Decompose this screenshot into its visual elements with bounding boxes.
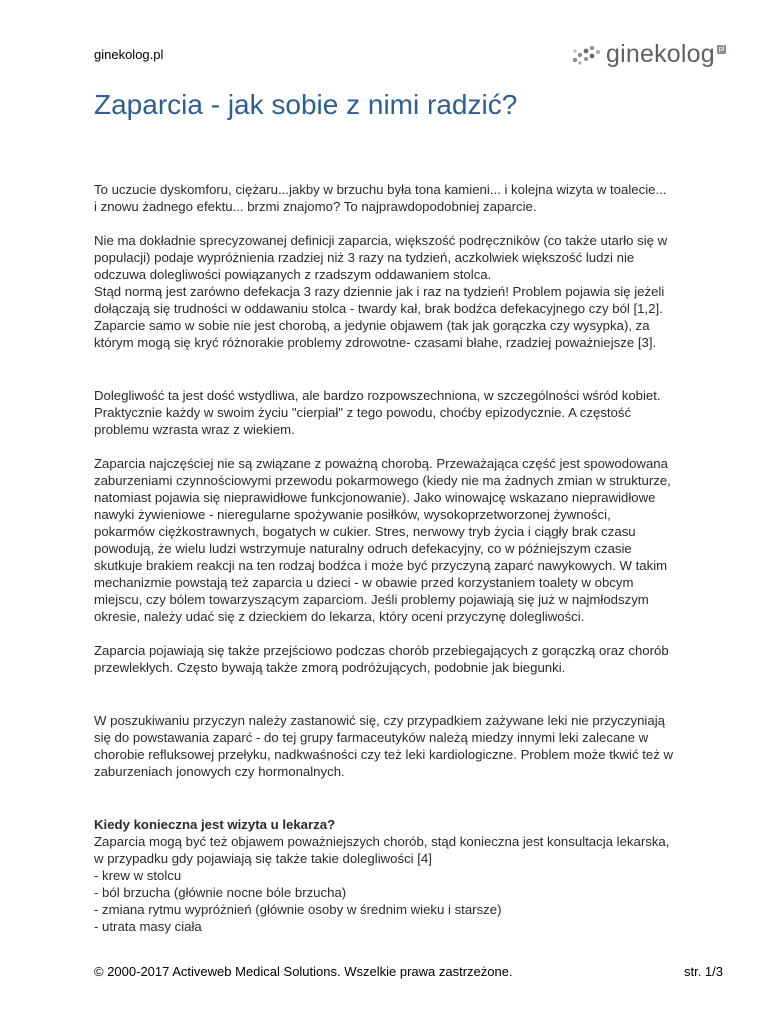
text-line: się do powstawania zaparć - do tej grupy farmaceutyków należą miedzy innymi leki zalecane w xyxy=(94,730,649,745)
list-item: - zmiana rytmu wypróżnień (głównie osoby w średnim wieku i starsze) xyxy=(94,902,502,917)
paragraph-definition xyxy=(94,232,734,351)
logo-text: ginekolog xyxy=(606,40,715,68)
site-name: ginekolog.pl xyxy=(94,47,164,62)
site-logo[interactable] xyxy=(572,42,726,67)
paragraph-medications xyxy=(94,712,734,780)
text-line: mechanizmie powstają też zaparcia u dzieci - w obawie przed korzystaniem toalety w obcym xyxy=(94,575,634,590)
text-line: Stąd normą jest zarówno defekacja 3 razy dziennie jak i raz na tydzień! Problem pojawia się jeżeli xyxy=(94,284,665,299)
text-line: skutkuje brakiem reakcji na ten rodzaj bodźca i może być przyczyną zaparć nawykowych. W takim xyxy=(94,558,668,573)
text-line: powodują, że wielu ludzi wstrzymuje naturalny odruch defekacyjny, co w późniejszym czasie xyxy=(94,541,632,556)
text-line: Nie ma dokładnie sprecyzowanej definicji zaparcia, większość podręczników (co także utarło się w xyxy=(94,233,668,248)
text-line: Praktycznie każdy w swoim życiu "cierpiał" z tego powodu, choćby epizodycznie. A częstość xyxy=(94,405,632,420)
text-line: chorobie refluksowej przełyku, nadkwaśności czy też leki kardiologiczne. Problem może tkwić też w xyxy=(94,747,674,762)
text-line: zaburzeniami czynnościowymi przewodu pokarmowego (kiedy nie ma żadnych zmian w strukturze, xyxy=(94,473,671,488)
paragraph-intro xyxy=(94,181,734,215)
article-body xyxy=(94,181,734,935)
text-line: Zaparcie samo w sobie nie jest chorobą, a jedynie objawem (tak jak gorączka czy wysypka), za xyxy=(94,318,650,333)
text-line: Zaparcia najczęściej nie są związane z poważną chorobą. Przeważająca część jest spowodowana xyxy=(94,456,668,471)
text-line: W poszukiwaniu przyczyn należy zastanowić się, czy przypadkiem zażywane leki nie przyczyniają xyxy=(94,713,665,728)
logo-badge: pl xyxy=(718,46,725,53)
list-item: - utrata masy ciała xyxy=(94,919,202,934)
text-line: miejscu, czy bólem towarzyszącym zaparciom. Jeśli problemy pojawiają się już w najmłodszym xyxy=(94,592,649,607)
text-line: nawyki żywieniowe - nieregularne spożywanie posiłków, wysokoprzetworzonej żywności, xyxy=(94,507,611,522)
text-line: którym mogą się kryć różnorakie problemy zdrowotne- czasami błahe, rzadziej poważniejsze [3]. xyxy=(94,335,657,350)
text-line: zaburzeniach jonowych czy hormonalnych. xyxy=(94,764,345,779)
paragraph-causes xyxy=(94,455,734,625)
text-line: populacji) podaje wypróżnienia rzadziej niż 3 razy na tydzień, aczkolwiek większość ludzi nie xyxy=(94,250,635,265)
text-line: odczuwa dolegliwości powiązanych z rzadszym oddawaniem stolca. xyxy=(94,267,492,282)
list-item: - ból brzucha (głównie nocne bóle brzucha) xyxy=(94,885,347,900)
doctor-section xyxy=(94,816,734,935)
paragraph-transient xyxy=(94,642,734,676)
text-line: problemu wzrasta wraz z wiekiem. xyxy=(94,422,295,437)
page-title: Zaparcia - jak sobie z nimi radzić? xyxy=(94,89,518,120)
text-line: pokarmów ciężkostrawnych, bogatych w cukier. Stres, nerwowy tryb życia i ciągły brak czasu xyxy=(94,524,636,539)
text-line: Zaparcia pojawiają się także przejściowo podczas chorób przebiegających z gorączką oraz chorób xyxy=(94,643,669,658)
section-heading: Kiedy konieczna jest wizyta u lekarza? xyxy=(94,817,336,832)
text-line: Zaparcia mogą być też objawem poważniejszych chorób, stąd konieczna jest konsultacja lekarska, xyxy=(94,834,670,849)
list-item: - krew w stolcu xyxy=(94,868,182,883)
text-line: dołączają się trudności w oddawaniu stolca - twardy kał, brak bodźca defekacyjnego czy ból [1,2]. xyxy=(94,301,663,316)
footer-page-number: str. 1/3 xyxy=(683,964,723,979)
logo-dots-icon xyxy=(572,44,602,66)
text-line: natomiast pojawia się nieprawidłowe funkcjonowanie). Jako winowajcę wskazano nieprawidłowe xyxy=(94,490,656,505)
footer-copyright: © 2000-2017 Activeweb Medical Solutions. Wszelkie prawa zastrzeżone. xyxy=(94,964,513,979)
text-line: okresie, należy udać się z dzieckiem do lekarza, który oceni przyczynę dolegliwości. xyxy=(94,609,585,624)
text-line: przewlekłych. Często bywają także zmorą podróżujących, podobnie jak biegunki. xyxy=(94,660,566,675)
text-line: w przypadku gdy pojawiają się także takie dolegliwości [4] xyxy=(94,851,432,866)
text-line: Dolegliwość ta jest dość wstydliwa, ale bardzo rozpowszechniona, w szczególności wśród kobiet. xyxy=(94,388,661,403)
text-line: To uczucie dyskomforu, ciężaru...jakby w brzuchu była tona kamieni... i kolejna wizyta w toalecie... xyxy=(94,182,667,197)
paragraph-prevalence xyxy=(94,387,734,438)
text-line: i znowu żadnego efektu... brzmi znajomo? To najprawdopodobniej zaparcie. xyxy=(94,199,537,214)
